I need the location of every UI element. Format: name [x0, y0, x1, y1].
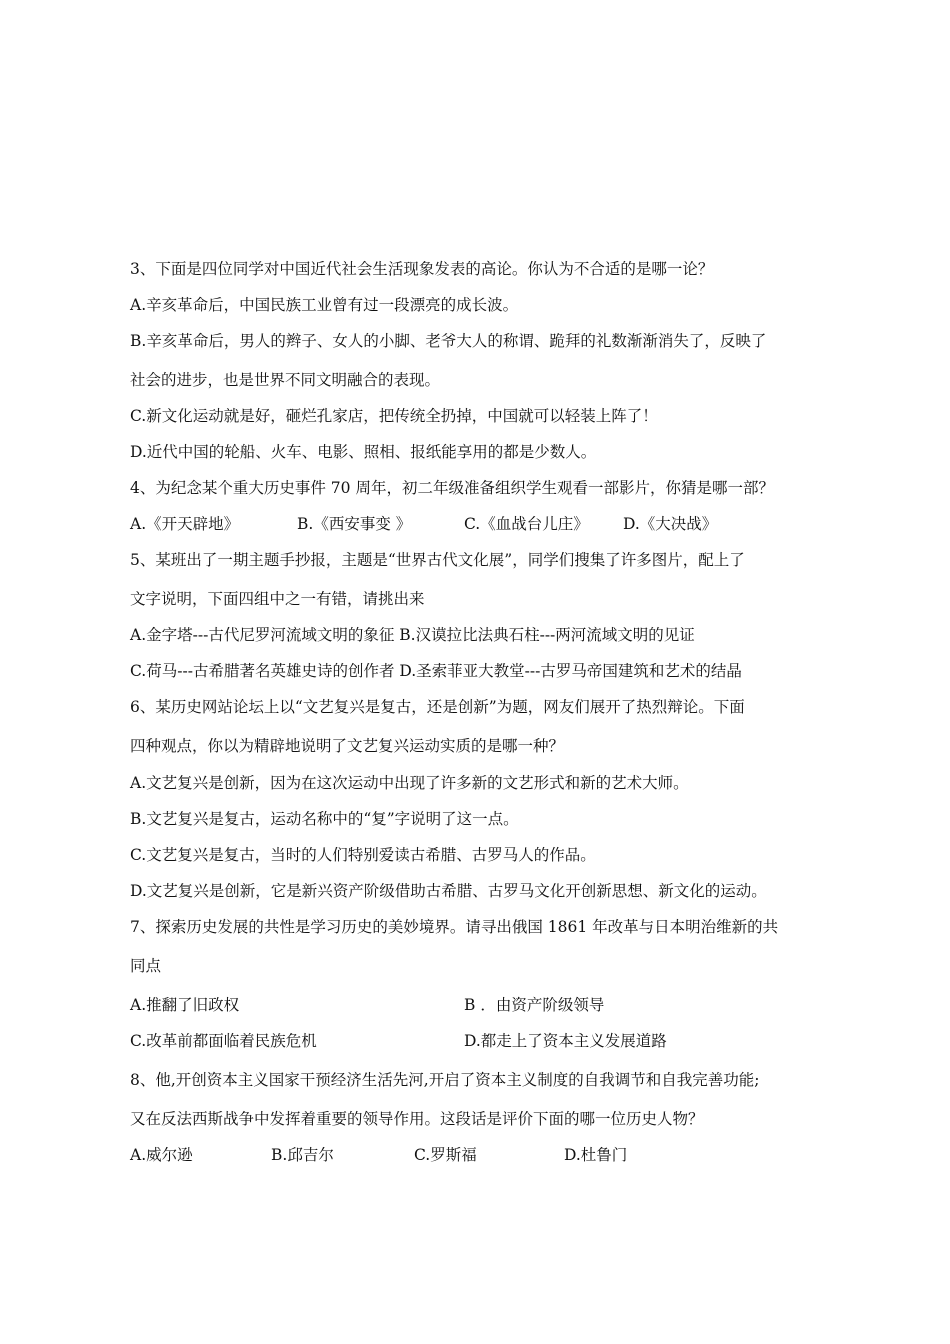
- question-8-stem-line2: 又在反法西斯战争中发挥着重要的领导作用。这段话是评价下面的哪一位历史人物？: [130, 1110, 704, 1128]
- question-6-option-d: D.文艺复兴是创新，它是新兴资产阶级借助古希腊、古罗马文化开创新思想、新文化的运动。: [130, 882, 767, 900]
- question-7-stem-line1: 7、探索历史发展的共性是学习历史的美妙境界。请寻出俄国 1861 年改革与日本明治维新的共: [130, 918, 779, 936]
- question-8-option-c: C.罗斯福: [414, 1146, 477, 1164]
- question-7-option-b: B ．由资产阶级领导: [464, 996, 605, 1014]
- question-5-stem-line2: 文字说明，下面四组中之一有错，请挑出来: [130, 590, 425, 608]
- question-6-option-c: C.文艺复兴是复古，当时的人们特别爱读古希腊、古罗马人的作品。: [130, 846, 596, 864]
- question-4-option-c: C.《血战台儿庄》: [464, 515, 589, 533]
- question-3-option-b-line1: B.辛亥革命后，男人的辫子、女人的小脚、老爷大人的称谓、跪拜的礼数渐渐消失了，反映了: [130, 332, 767, 350]
- question-4-option-a: A.《开天辟地》: [130, 515, 240, 533]
- question-4-stem: 4、为纪念某个重大历史事件 70 周年，初二年级准备组织学生观看一部影片，你猜是哪一部？: [130, 479, 774, 497]
- question-8-option-b: B.邱吉尔: [271, 1146, 334, 1164]
- question-6-stem-line1: 6、某历史网站论坛上以“文艺复兴是复古，还是创新”为题，网友们展开了热烈辩论。下面: [130, 698, 745, 716]
- question-7-option-d: D.都走上了资本主义发展道路: [464, 1032, 667, 1050]
- question-3-option-b-line2: 社会的进步，也是世界不同文明融合的表现。: [130, 371, 441, 389]
- question-6-stem-line2: 四种观点，你以为精辟地说明了文艺复兴运动实质的是哪一种？: [130, 737, 565, 755]
- question-6-option-a: A.文艺复兴是创新，因为在这次运动中出现了许多新的文艺形式和新的艺术大师。: [130, 774, 689, 792]
- question-8-option-a: A.威尔逊: [130, 1146, 193, 1164]
- question-7-option-c: C.改革前都面临着民族危机: [130, 1032, 317, 1050]
- question-4-option-b: B.《西安事变 》: [297, 515, 412, 533]
- question-8-option-d: D.杜鲁门: [564, 1146, 628, 1164]
- question-5-stem-line1: 5、某班出了一期主题手抄报，主题是“世界古代文化展”，同学们搜集了许多图片，配上了: [130, 551, 745, 569]
- question-7-option-a: A.推翻了旧政权: [130, 996, 240, 1014]
- question-8-stem-line1: 8、他,开创资本主义国家干预经济生活先河,开启了资本主义制度的自我调节和自我完善功能;: [130, 1071, 760, 1089]
- question-3-option-c: C.新文化运动就是好，砸烂孔家店，把传统全扔掉，中国就可以轻装上阵了！: [130, 407, 658, 425]
- question-4-option-d: D.《大决战》: [623, 515, 718, 533]
- question-3-option-a: A.辛亥革命后，中国民族工业曾有过一段漂亮的成长波。: [130, 296, 519, 314]
- question-5-options-cd: C.荷马---古希腊著名英雄史诗的创作者 D.圣索菲亚大教堂---古罗马帝国建筑和艺术的结晶: [130, 662, 742, 680]
- question-3-stem: 3、下面是四位同学对中国近代社会生活现象发表的高论。你认为不合适的是哪一论？: [130, 260, 714, 278]
- question-7-stem-line2: 同点: [130, 957, 162, 975]
- question-6-option-b: B.文艺复兴是复古，运动名称中的“复”字说明了这一点。: [130, 810, 519, 828]
- question-3-option-d: D.近代中国的轮船、火车、电影、照相、报纸能享用的都是少数人。: [130, 443, 597, 461]
- question-5-options-ab: A.金字塔---古代尼罗河流域文明的象征 B.汉谟拉比法典石柱---两河流域文明的见证: [130, 626, 695, 644]
